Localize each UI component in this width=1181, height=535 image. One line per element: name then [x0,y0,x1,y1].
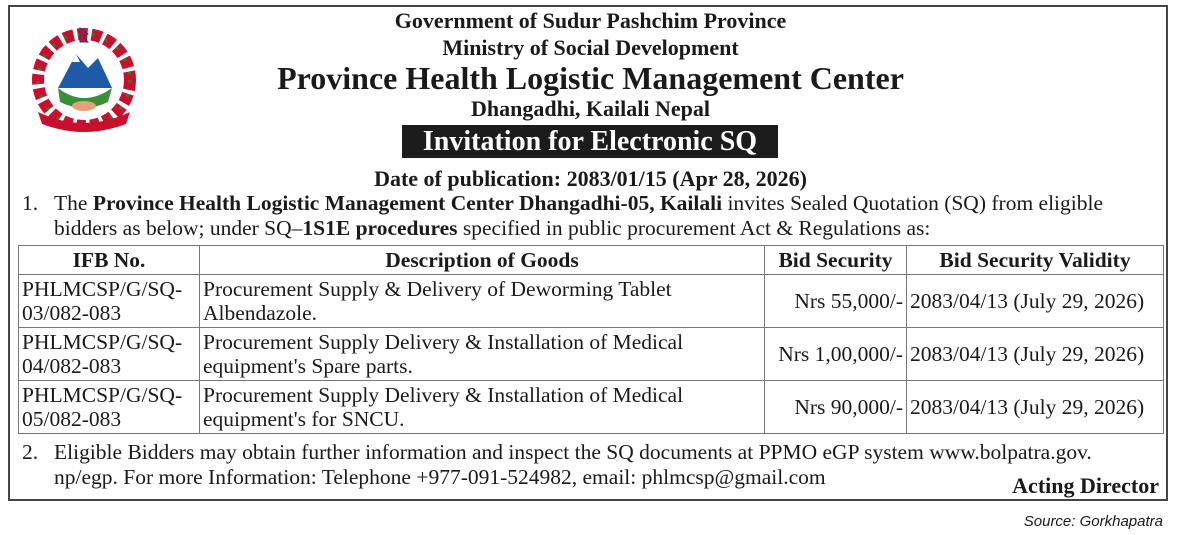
column-header: IFB No. [19,246,200,275]
item-number: 1. [22,191,39,215]
government-name: Government of Sudur Pashchim Province [394,8,787,33]
ifb-no: PHLMCSP/G/SQ- 05/082-083 [19,381,200,434]
table-row [19,328,1164,381]
bid-security: Nrs 55,000/- [765,275,907,328]
bold-text: 1S1E procedures [302,216,458,240]
description: Procurement Supply & Delivery of Deworming Tablet Albendazole. [200,275,765,328]
bid-validity: 2083/04/13 (July 29, 2026) [907,275,1164,328]
paragraph-2 [22,440,1172,490]
text: The [54,191,93,215]
description: Procurement Supply Delivery & Installation of Medical equipment's for SNCU. [200,381,765,434]
organization-name: Province Health Logistic Management Center [277,60,904,96]
bid-validity: 2083/04/13 (July 29, 2026) [907,328,1164,381]
paragraph-1 [22,191,1172,241]
text: bidders as below; under SQ– [54,216,303,240]
bid-security: Nrs 1,00,000/- [765,328,907,381]
description: Procurement Supply Delivery & Installation of Medical equipment's Spare parts. [200,328,765,381]
bid-table [18,245,1164,434]
text: Eligible Bidders may obtain further information and inspect the SQ documents at PPMO eGP system www.bolpatra.gov. [54,440,1092,464]
ifb-no: PHLMCSP/G/SQ- 04/082-083 [19,328,200,381]
item-number: 2. [22,440,39,464]
bid-security: Nrs 90,000/- [765,381,907,434]
ifb-no: PHLMCSP/G/SQ- 03/082-083 [19,275,200,328]
location: Dhangadhi, Kailali Nepal [470,96,710,121]
source-credit: Source: Gorkhapatra [1023,513,1163,530]
publication-date: Date of publication: 2083/01/15 (Apr 28, 2026) [374,166,807,191]
notice-title: Invitation for Electronic SQ [402,125,778,158]
ministry-name: Ministry of Social Development [442,35,739,60]
bold-text: Province Health Logistic Management Center Dhangadhi-05, Kailali [92,191,723,215]
bid-validity: 2083/04/13 (July 29, 2026) [907,381,1164,434]
table-row [19,381,1164,434]
table-header-row [19,246,1164,275]
text: np/egp. For more Information: Telephone +977-091-524982, email: phlmcsp@gmail.com [54,465,826,489]
signature-title: Acting Director [1012,473,1159,498]
text: invites Sealed Quotation (SQ) from eligible [722,191,1104,215]
column-header: Bid Security [765,246,907,275]
table-row [19,275,1164,328]
text: specified in public procurement Act & Regulations as: [457,216,931,240]
column-header: Bid Security Validity [907,246,1164,275]
column-header: Description of Goods [200,246,765,275]
